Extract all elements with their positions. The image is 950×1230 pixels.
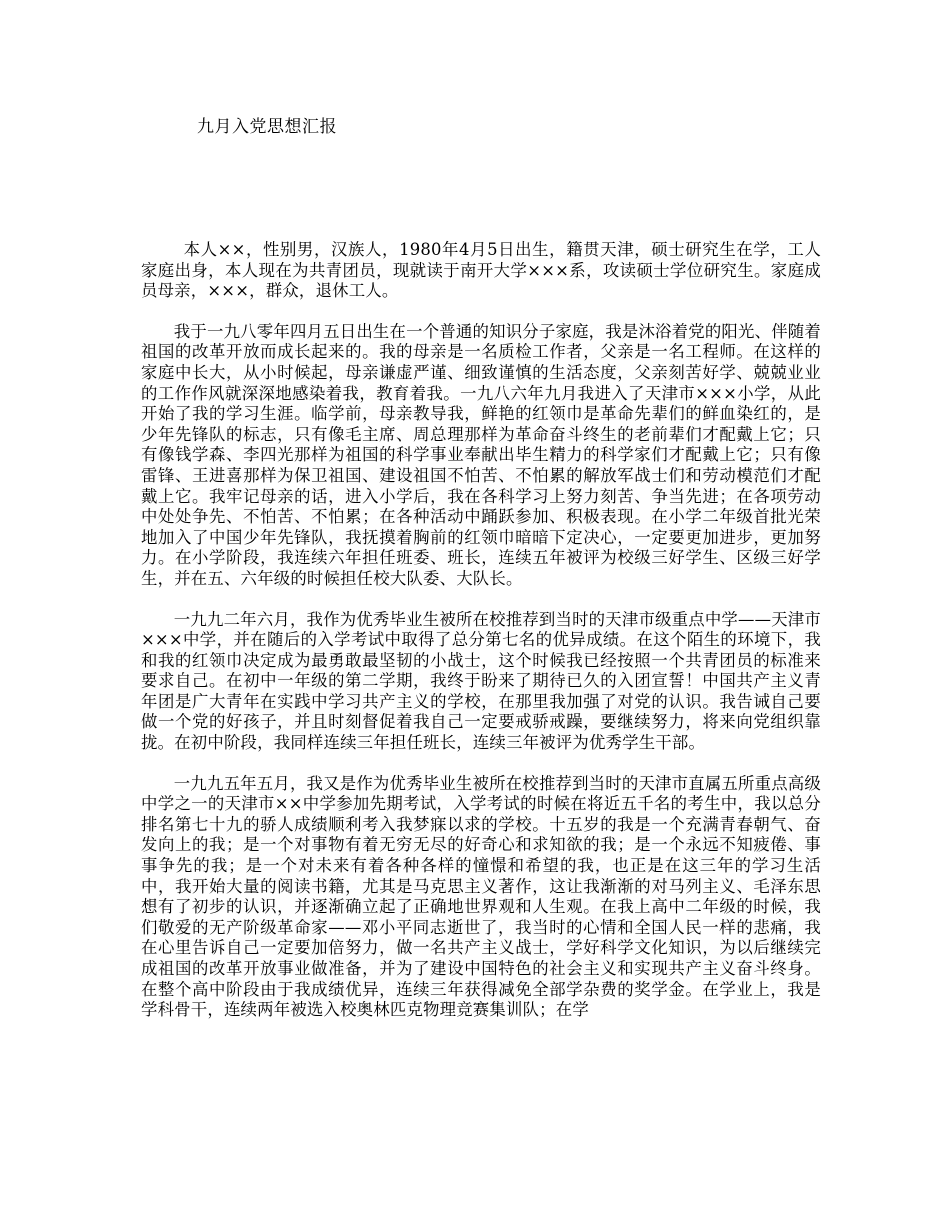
paragraph-middle-school: 一九九二年六月，我作为优秀毕业生被所在校推荐到当时的天津市级重点中学——天津市×××中学，并在随后的入学考试中取得了总分第七名的优异成绩。在这个陌生的环境下，我和我的红领巾决定成为最勇敢最坚韧的小战士，这个时候我已经按照一个共青团员的标准来要求自己。在初中一年级的第二学期，我终于盼来了期待已久的入团宣誓！中国共产主义青年团是广大青年在实践中学习共产主义的学校，在那里我加强了对党的认识。我告诫自己要做一个党的好孩子，并且时刻督促着我自己一定要戒骄戒躁，要继续努力，将来向党组织靠拢。在初中阶段，我同样连续三年担任班长，连续三年被评为优秀学生干部。 (141, 609, 821, 753)
document-title: 九月入党思想汇报 (197, 117, 337, 137)
paragraph-childhood: 我于一九八零年四月五日出生在一个普通的知识分子家庭，我是沐浴着党的阳光、伴随着祖国的改革开放而成长起来的。我的母亲是一名质检工作者，父亲是一名工程师。在这样的家庭中长大，从小时候起，母亲谦虚严谨、细致谨慎的生活态度，父亲刻苦好学、兢兢业业的工作作风就深深地感染着我，教育着我。一九八六年九月我进入了天津市×××小学，从此开始了我的学习生涯。临学前，母亲教导我，鲜艳的红领巾是革命先辈们的鲜血染红的，是少年先锋队的标志，只有像毛主席、周总理那样为革命奋斗终生的老前辈们才配戴上它；只有像钱学森、李四光那样为祖国的科学事业奉献出毕生精力的科学家们才配戴上它；只有像雷锋、王进喜那样为保卫祖国、建设祖国不怕苦、不怕累的解放军战士们和劳动模范们才配戴上它。我牢记母亲的话，进入小学后，我在各科学习上努力刻苦、争当先进；在各项劳动中处处争先、不怕苦、不怕累；在各种活动中踊跃参加、积极表现。在小学二年级首批光荣地加入了中国少年先锋队，我抚摸着胸前的红领巾暗暗下定决心，一定要更加进步，更加努力。在小学阶段，我连续六年担任班委、班长，连续五年被评为校级三好学生、区级三好学生，并在五、六年级的时候担任校大队委、大队长。 (141, 321, 821, 588)
paragraph-high-school: 一九九五年五月，我又是作为优秀毕业生被所在校推荐到当时的天津市直属五所重点高级中学之一的天津市××中学参加先期考试，入学考试的时候在将近五千名的考生中，我以总分排名第七十九的骄人成绩顺利考入我梦寐以求的学校。十五岁的我是一个充满青春朝气、奋发向上的我；是一个对事物有着无穷无尽的好奇心和求知欲的我；是一个永远不知疲倦、事事争先的我；是一个对未来有着各种各样的憧憬和希望的我，也正是在这三年的学习生活中，我开始大量的阅读书籍，尤其是马克思主义著作，这让我渐渐的对马列主义、毛泽东思想有了初步的认识，并逐渐确立起了正确地世界观和人生观。在我上高中二年级的时候，我们敬爱的无产阶级革命家——邓小平同志逝世了，我当时的心情和全国人民一样的悲痛，我在心里告诉自己一定要加倍努力，做一名共产主义战士，学好科学文化知识，为以后继续完成祖国的改革开放事业做准备，并为了建设中国特色的社会主义和实现共产主义奋斗终身。在整个高中阶段由于我成绩优异，连续三年获得减免全部学杂费的奖学金。在学业上，我是学科骨干，连续两年被选入校奥林匹克物理竞赛集训队；在学 (141, 773, 821, 1020)
document-body (141, 240, 821, 1041)
paragraph-personal-info: 本人××，性别男，汉族人，1980年4月5日出生，籍贯天津，硕士研究生在学，工人家庭出身，本人现在为共青团员，现就读于南开大学×××系，攻读硕士学位研究生。家庭成员母亲，×××，群众，退休工人。 (141, 240, 821, 301)
